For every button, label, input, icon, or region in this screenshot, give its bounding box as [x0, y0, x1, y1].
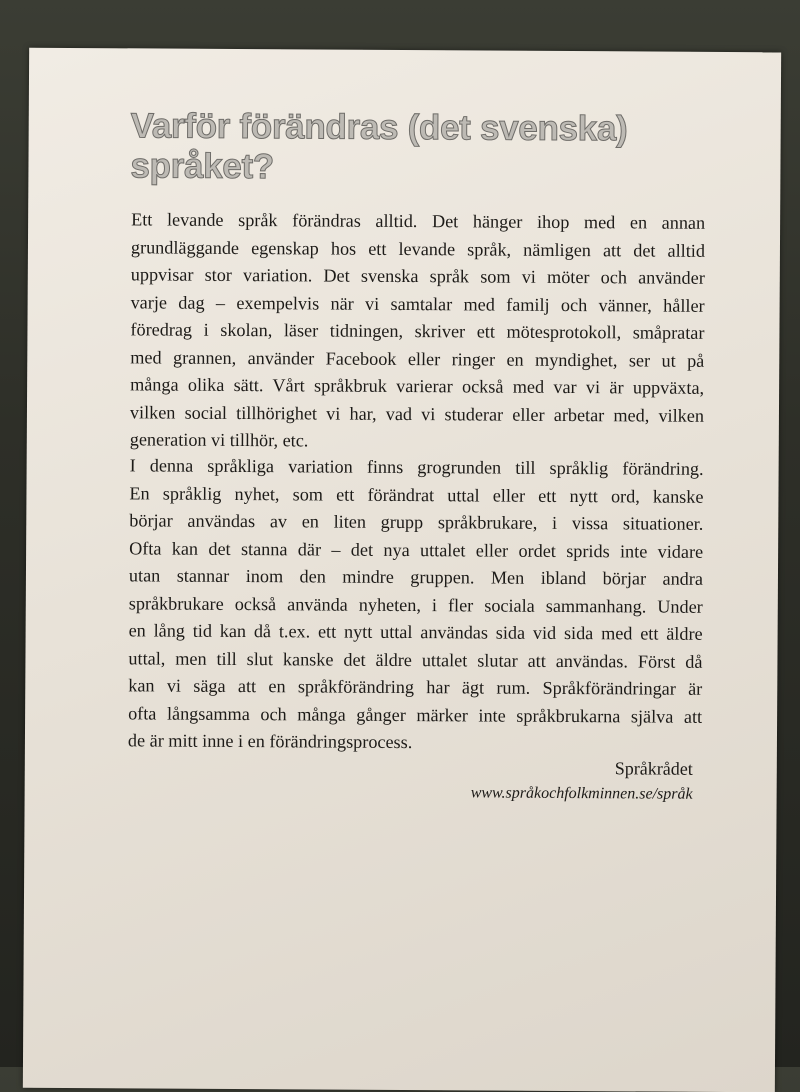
text-line: de är mitt inne i en förändringsprocess. [127, 730, 413, 753]
text-line: Ett levande språk förändras alltid. Det hänger ihop med en annan [131, 209, 706, 233]
text-line: En språklig nyhet, som ett förändrat uttal eller ett nytt ord, kanske [129, 482, 704, 507]
text-line: ofta långsamma och många gånger märker inte språkbrukarna själva att [128, 702, 703, 727]
title-line: Varför förändras (det svenska) [130, 106, 628, 149]
text-line: I denna språkliga variation finns grogrunden till språklig förändring. [129, 455, 704, 479]
text-line: många olika sätt. Vårt språkbruk varierar också med var vi är uppväxta, [130, 374, 705, 398]
source-url: www.språkochfolkminnen.se/språk [470, 784, 693, 803]
signature: Språkrådet [614, 758, 693, 779]
attribution [471, 754, 693, 807]
text-line: börjar användas av en liten grupp språkbrukare, i vissa situationer. [129, 510, 704, 534]
text-line: vilken social tillhörighet vi har, vad vi studerar eller arbetar med, vilken [129, 401, 705, 426]
text-line: uppvisar stor variation. Det svenska språk som vi möter och använder [130, 264, 705, 288]
text-line: utan stannar inom den mindre gruppen. Men ibland börjar andra [128, 565, 704, 589]
text-line: generation vi tillhör, etc. [129, 429, 309, 451]
text-line: föredrag i skolan, läser tidningen, skriver ett mötesprotokoll, småpratar [130, 319, 705, 343]
text-line: kan vi säga att en språkförändring har ägt rum. Språkförändringar är [128, 675, 703, 699]
text-line: språkbrukare också använda nyheten, i fler sociala sammanhang. Under [128, 592, 703, 617]
text-line: grundläggande egenskap hos ett levande språk, nämligen att det alltid [130, 236, 706, 261]
paper-sheet [23, 48, 781, 1092]
paragraph-1 [130, 206, 706, 457]
document-title [130, 106, 690, 189]
title-line: språket? [130, 146, 275, 187]
text-line: uttal, men till slut kanske det äldre uttalet slutar att användas. Först då [128, 647, 703, 672]
text-line: en lång tid kan då t.ex. ett nytt uttal användas sida vid sida med ett äldre [128, 620, 703, 644]
paragraph-2 [128, 452, 704, 758]
text-line: med grannen, använder Facebook eller ringer en myndighet, ser ut på [130, 346, 705, 371]
text-line: varje dag – exempelvis när vi samtalar med familj och vänner, håller [130, 291, 705, 316]
text-line: Ofta kan det stanna där – det nya uttalet eller ordet sprids inte vidare [129, 537, 704, 562]
